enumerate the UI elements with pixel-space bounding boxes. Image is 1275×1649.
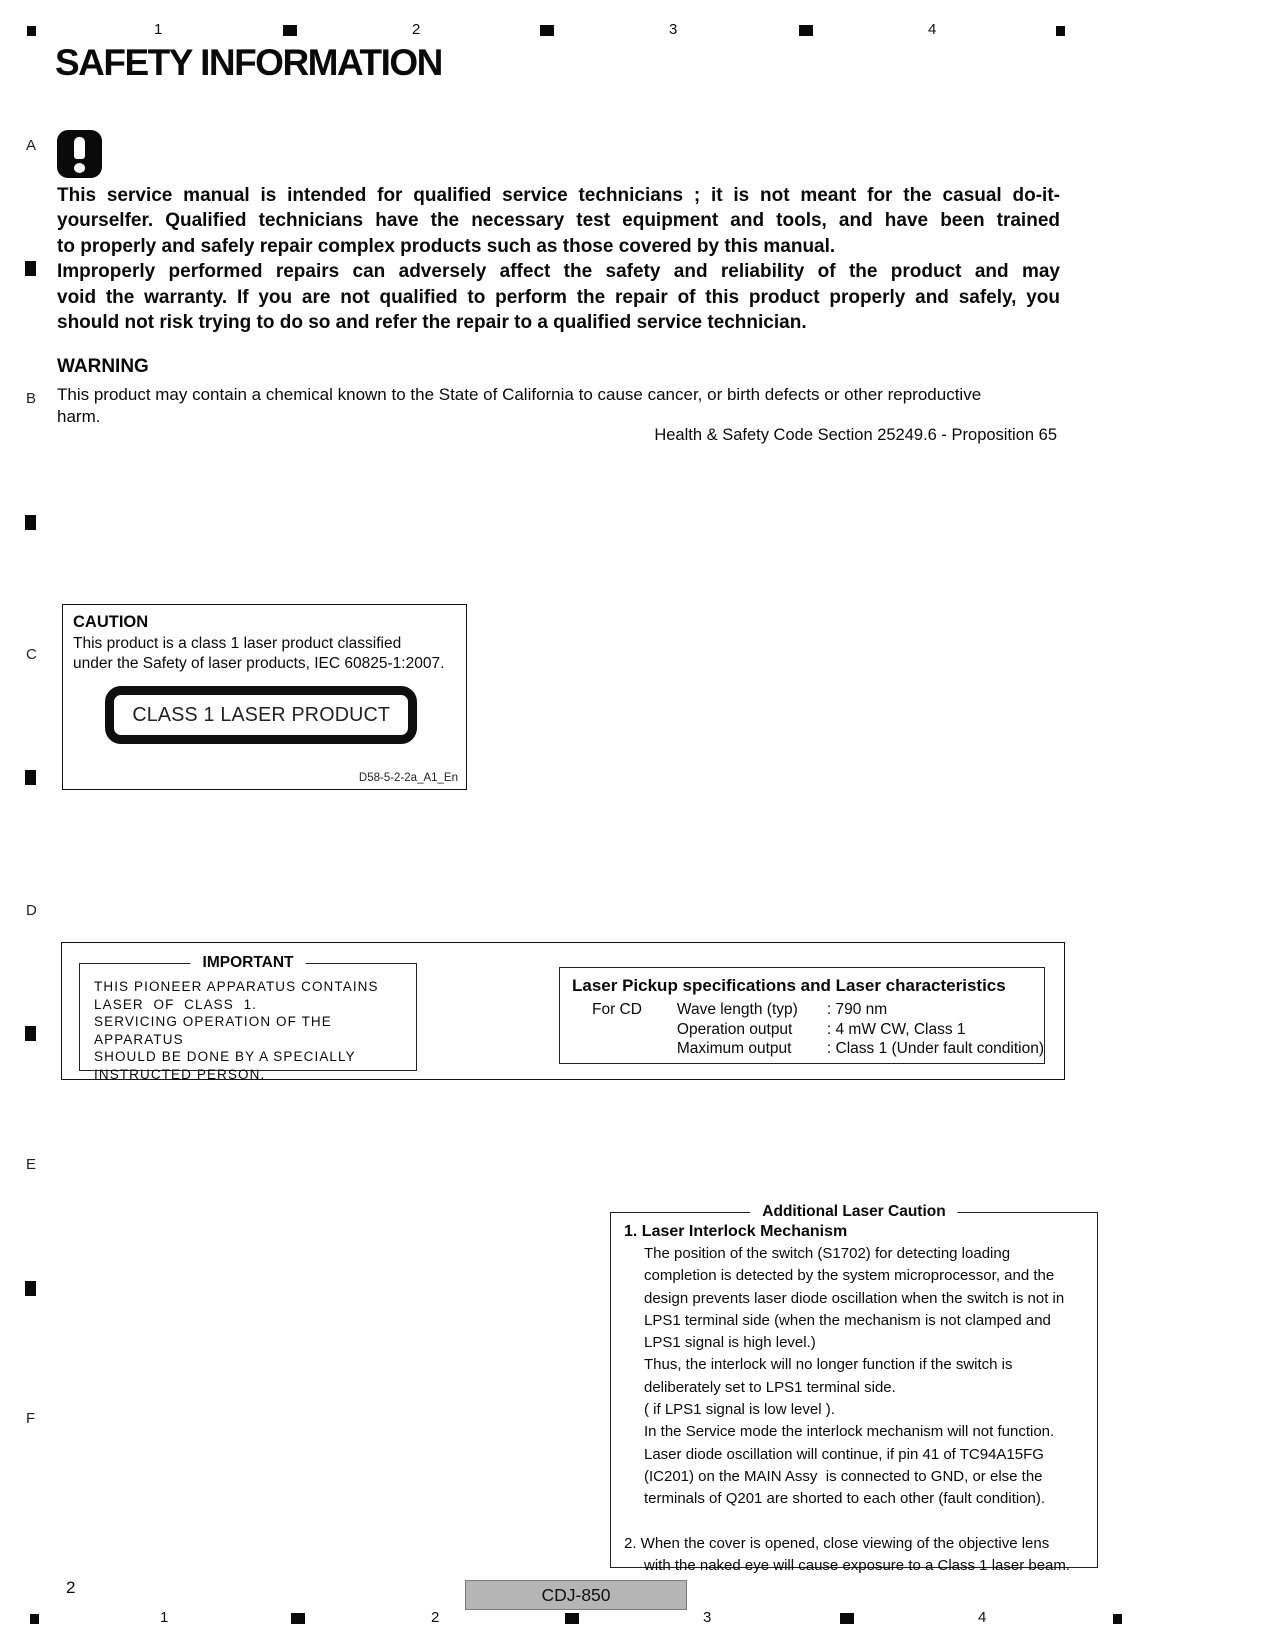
caution-line: under the Safety of laser products, IEC 60825-1:2007. bbox=[73, 655, 445, 672]
spec-value: : 4 mW CW, Class 1 bbox=[826, 1020, 966, 1038]
exclamation-warning-icon bbox=[57, 130, 102, 178]
class1-laser-label-text: CLASS 1 LASER PRODUCT bbox=[132, 703, 390, 726]
registration-mark bbox=[25, 261, 36, 276]
margin-letter: F bbox=[26, 1410, 36, 1427]
registration-mark bbox=[30, 1614, 39, 1624]
warning-heading: WARNING bbox=[57, 356, 149, 377]
spec-label: Maximum output bbox=[676, 1040, 792, 1057]
ruler-number: 4 bbox=[978, 1609, 987, 1626]
laser-spec-row bbox=[677, 1020, 1044, 1040]
laser-spec-row bbox=[677, 1000, 1044, 1020]
class1-laser-label bbox=[105, 686, 417, 744]
registration-mark bbox=[283, 25, 297, 36]
caution-text-line: Laser diode oscillation will continue, if pin 41 of TC94A15FG bbox=[644, 1445, 1044, 1463]
important-box bbox=[79, 954, 417, 1082]
caution-text-line: LPS1 signal is high level.) bbox=[644, 1334, 816, 1352]
laser-interlock-title: 1. Laser Interlock Mechanism bbox=[624, 1223, 848, 1240]
warning-line: This product may contain a chemical known to the State of California to cause cancer, or birth defects or other reproductive bbox=[57, 385, 982, 404]
margin-letter: B bbox=[26, 390, 37, 407]
laser-spec-row bbox=[677, 1039, 1044, 1059]
margin-letter: A bbox=[26, 137, 37, 154]
caution-text-line: LPS1 terminal side (when the mechanism is not clamped and bbox=[644, 1311, 1051, 1329]
caution-line: This product is a class 1 laser product classified bbox=[73, 635, 402, 652]
important-line: THIS PIONEER APPARATUS CONTAINS bbox=[94, 979, 379, 994]
ruler-number: 4 bbox=[928, 21, 937, 38]
page-title: SAFETY INFORMATION bbox=[55, 42, 442, 83]
registration-mark bbox=[25, 1281, 36, 1296]
registration-mark bbox=[25, 515, 36, 530]
important-line: INSTRUCTED PERSON. bbox=[94, 1066, 266, 1082]
registration-mark bbox=[25, 770, 36, 785]
spec-value: : 790 nm bbox=[826, 1001, 888, 1018]
laser-notice-section-box bbox=[61, 942, 1065, 1080]
caution-text-line: with the naked eye will cause exposure to a Class 1 laser beam. bbox=[644, 1556, 1071, 1574]
laser-pickup-specs-box bbox=[559, 967, 1045, 1064]
important-line: SERVICING OPERATION OF THE APPARATUS bbox=[94, 1014, 336, 1047]
ruler-number: 1 bbox=[154, 21, 163, 38]
label-document-code: D58-5-2-2a_A1_En bbox=[358, 772, 458, 784]
margin-letter: E bbox=[26, 1156, 37, 1173]
caution-text-line: ( if LPS1 signal is low level ). bbox=[644, 1401, 835, 1419]
ruler-number: 1 bbox=[160, 1609, 169, 1626]
spec-value: : Class 1 (Under fault condition) bbox=[826, 1040, 1044, 1057]
warning-line: harm. bbox=[57, 407, 101, 426]
for-cd-label: For CD bbox=[592, 1001, 642, 1018]
laser-spec-list bbox=[677, 1000, 1044, 1059]
spec-label: Operation output bbox=[676, 1020, 793, 1038]
additional-laser-caution-box bbox=[610, 1203, 1098, 1574]
registration-mark bbox=[291, 1613, 305, 1624]
registration-mark bbox=[27, 26, 36, 36]
important-heading: IMPORTANT bbox=[191, 954, 306, 972]
important-line: LASER OF CLASS 1. bbox=[94, 996, 258, 1012]
additional-caution-heading: Additional Laser Caution bbox=[750, 1203, 957, 1221]
ruler-number: 2 bbox=[431, 1609, 440, 1626]
notice-line: Improperly performed repairs can adversely affect the safety and reliability of the product and may bbox=[57, 261, 1060, 283]
caution-text-line: design prevents laser diode oscillation when the switch is not in bbox=[644, 1289, 1065, 1307]
spec-label: Wave length (typ) bbox=[676, 1001, 798, 1018]
page-number: 2 bbox=[66, 1578, 76, 1597]
caution-heading: CAUTION bbox=[73, 613, 149, 631]
important-line: SHOULD BE DONE BY A SPECIALLY bbox=[94, 1049, 356, 1065]
registration-mark bbox=[799, 25, 813, 36]
ruler-number: 2 bbox=[412, 21, 421, 38]
ruler-number: 3 bbox=[669, 21, 678, 38]
margin-letter: D bbox=[26, 902, 37, 919]
notice-line: void the warranty. If you are not qualified to perform the repair of this product properly and safely, you bbox=[57, 286, 1060, 308]
notice-line: yourselfer. Qualified technicians have the necessary test equipment and tools, and have been trained bbox=[57, 210, 1060, 232]
model-name-badge: CDJ-850 bbox=[465, 1580, 687, 1610]
caution-text-line: The position of the switch (S1702) for detecting loading bbox=[644, 1245, 1011, 1262]
notice-line: This service manual is intended for qualified service technicians ; it is not meant for the casual do-it- bbox=[57, 185, 1060, 206]
caution-text-line: terminals of Q201 are shorted to each other (fault condition). bbox=[644, 1490, 1046, 1508]
caution-text-line: In the Service mode the interlock mechanism will not function. bbox=[644, 1423, 1055, 1441]
caution-text-line: (IC201) on the MAIN Assy is connected to GND, or else the bbox=[644, 1467, 1043, 1485]
caution-text-line: completion is detected by the system microprocessor, and the bbox=[644, 1267, 1055, 1285]
notice-line: should not risk trying to do so and refer the repair to a qualified service technician. bbox=[57, 312, 807, 334]
caution-text-line: deliberately set to LPS1 terminal side. bbox=[644, 1378, 896, 1396]
registration-mark bbox=[25, 1026, 36, 1041]
registration-mark bbox=[840, 1613, 854, 1624]
registration-mark bbox=[1056, 26, 1065, 36]
prop65-code-reference: Health & Safety Code Section 25249.6 - Proposition 65 bbox=[654, 426, 1057, 444]
service-notice bbox=[57, 183, 1060, 335]
laser-specs-heading: Laser Pickup specifications and Laser characteristics bbox=[572, 976, 1006, 995]
caution-text-line: Thus, the interlock will no longer function if the switch is bbox=[644, 1356, 1013, 1374]
margin-letter: C bbox=[26, 646, 37, 663]
caution-text-line: 2. When the cover is opened, close viewing of the objective lens bbox=[624, 1534, 1050, 1552]
warning-body bbox=[57, 384, 1060, 428]
registration-mark bbox=[565, 1613, 579, 1624]
notice-line: to properly and safely repair complex products such as those covered by this manual. bbox=[57, 235, 836, 257]
registration-mark bbox=[540, 25, 554, 36]
ruler-number: 3 bbox=[703, 1609, 712, 1626]
caution-box bbox=[62, 604, 467, 790]
registration-mark bbox=[1113, 1614, 1122, 1624]
